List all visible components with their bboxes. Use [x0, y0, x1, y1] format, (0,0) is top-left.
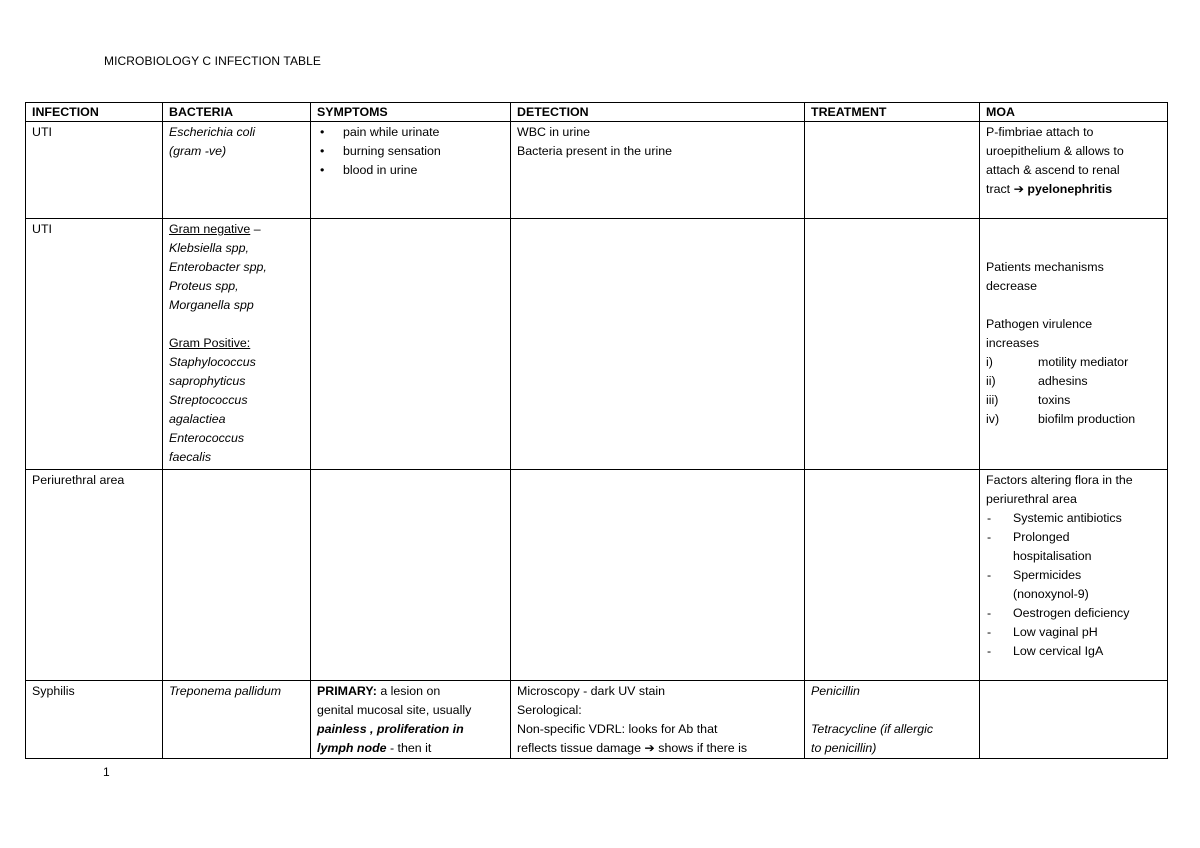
gram-positive-label: Gram Positive:	[169, 336, 251, 350]
header-symptoms: SYMPTOMS	[311, 103, 511, 122]
list-item: - Oestrogen deficiency	[987, 606, 1130, 620]
list-item: iv) biofilm production	[986, 412, 1136, 426]
gram-negative-label: Gram negative	[169, 222, 251, 236]
cell-infection: Syphilis	[26, 681, 163, 759]
header-bacteria: BACTERIA	[163, 103, 311, 122]
list-item: - Low cervical IgA	[987, 644, 1104, 658]
cell-detection: WBC in urine Bacteria present in the urine	[511, 122, 805, 219]
infection-table	[25, 102, 1168, 759]
right-arrow-icon: ➔	[644, 741, 655, 755]
cell-moa: Factors altering flora in the periurethral area - Systemic antibiotics - Prolonged hospitalisation - Spermicides (nonoxynol-9) - Oestrogen deficiency - Low vaginal pH - Low cervical IgA	[980, 470, 1168, 681]
list-item: - Low vaginal pH	[987, 625, 1098, 639]
list-item: ii) adhesins	[986, 374, 1088, 388]
cell-symptoms	[311, 470, 511, 681]
cell-infection: UTI	[26, 122, 163, 219]
header-row	[26, 103, 1168, 122]
page-number: 1	[103, 765, 110, 779]
cell-detection: Microscopy - dark UV stain Serological: Non-specific VDRL: looks for Ab that reflects tissue damage ➔ shows if there is	[511, 681, 805, 759]
cell-treatment	[805, 122, 980, 219]
list-item: iii) toxins	[986, 393, 1071, 407]
right-arrow-icon: ➔	[1013, 182, 1024, 196]
cell-symptoms	[311, 219, 511, 470]
header-moa: MOA	[980, 103, 1168, 122]
header-treatment: TREATMENT	[805, 103, 980, 122]
cell-moa	[980, 681, 1168, 759]
cell-detection	[511, 470, 805, 681]
cell-symptoms: PRIMARY: a lesion on genital mucosal site, usually painless , proliferation in lymph node - then it	[311, 681, 511, 759]
list-item: • blood in urine	[317, 161, 504, 180]
header-detection: DETECTION	[511, 103, 805, 122]
cell-symptoms	[311, 122, 511, 219]
table-row	[26, 219, 1168, 470]
cell-bacteria: Treponema pallidum	[163, 681, 311, 759]
header-infection: INFECTION	[26, 103, 163, 122]
list-item: - Systemic antibiotics	[987, 511, 1122, 525]
table-row	[26, 681, 1168, 759]
cell-treatment	[805, 470, 980, 681]
table-row	[26, 470, 1168, 681]
list-item: i) motility mediator	[986, 355, 1129, 369]
cell-bacteria: Gram negative – Klebsiella spp, Enterobacter spp, Proteus spp, Morganella spp Gram Positive: Staphylococcus saprophyticus Streptococcus agalactiea Enterococcus faecalis	[163, 219, 311, 470]
list-item: - Spermicides (nonoxynol-9)	[987, 568, 1089, 601]
cell-detection	[511, 219, 805, 470]
list-item: - Prolonged hospitalisation	[987, 530, 1092, 563]
cell-treatment	[805, 219, 980, 470]
list-item: • burning sensation	[317, 142, 504, 161]
document-title: MICROBIOLOGY C INFECTION TABLE	[104, 54, 322, 68]
symptoms-list	[317, 123, 504, 180]
cell-treatment: Penicillin Tetracycline (if allergic to penicillin)	[805, 681, 980, 759]
list-item: • pain while urinate	[317, 123, 504, 142]
cell-infection: Periurethral area	[26, 470, 163, 681]
cell-infection: UTI	[26, 219, 163, 470]
cell-bacteria: Escherichia coli (gram -ve)	[163, 122, 311, 219]
table-row	[26, 122, 1168, 219]
cell-moa: Patients mechanisms decrease Pathogen virulence increases i) motility mediator ii) adhesins iii) toxins iv) biofilm production	[980, 219, 1168, 470]
cell-bacteria	[163, 470, 311, 681]
cell-moa: P-fimbriae attach to uroepithelium & allows to attach & ascend to renal tract ➔ pyelonephritis	[980, 122, 1168, 219]
